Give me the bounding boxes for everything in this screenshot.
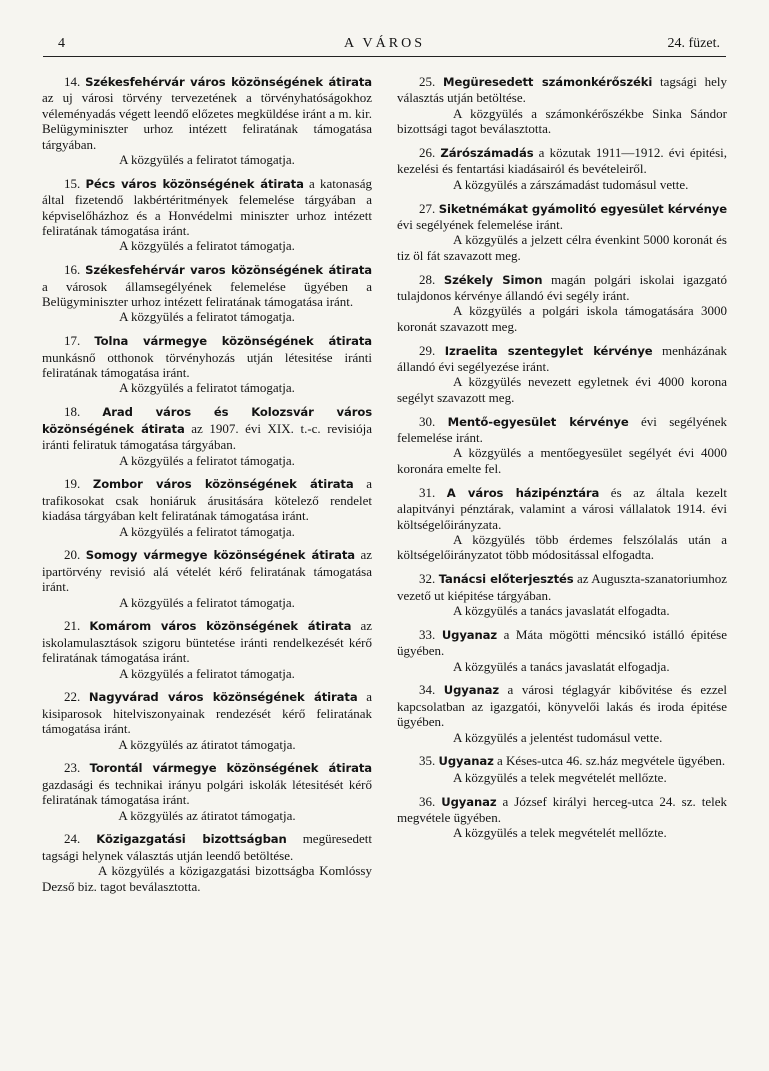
item-subject: Zárószámadás <box>440 146 534 161</box>
item-description: a városok államsegélyének felemelése ügyében a Belügyminiszter urhoz intézett feliratának támogatása iránt. <box>42 278 372 310</box>
item-resolution: A közgyülés a tanács javaslatát elfogadta. <box>453 602 670 618</box>
item-resolution: A közgyülés a feliratot támogatja. <box>119 452 295 468</box>
agenda-item-16 <box>42 262 372 325</box>
item-subject: Ugyanaz <box>441 794 497 809</box>
item-number: 35. <box>419 753 436 769</box>
item-number: 26. <box>419 145 436 161</box>
agenda-item-23 <box>42 760 372 823</box>
agenda-item-15 <box>42 176 372 254</box>
item-resolution: A közgyülés a feliratot támogatja. <box>119 238 295 254</box>
item-description: évi segélyének felemelése iránt. <box>397 413 727 446</box>
item-number: 19. <box>64 476 81 492</box>
item-subject: Közigazgatási bizottságban <box>96 832 287 847</box>
item-subject: Ugyanaz <box>441 627 498 642</box>
item-text <box>42 547 372 594</box>
item-resolution: A közgyülés a telek megvételét mellőzte. <box>453 769 667 785</box>
item-text <box>42 262 372 309</box>
item-number: 25. <box>419 74 436 89</box>
item-description: az ipartörvény revisió alá vételét kérő feliratának támogatása iránt. <box>42 547 372 595</box>
item-number: 24. <box>64 831 81 847</box>
item-number: 17. <box>64 333 81 349</box>
item-resolution: A közgyülés a mentőegyesület segélyét évi 4000 koronára emelte fel. <box>397 445 727 476</box>
item-text <box>397 201 727 233</box>
item-description: magán polgári iskolai igazgató tulajdonos kérvénye állandó évi segély iránt. <box>397 271 727 304</box>
item-resolution: A közgyülés az átiratot támogatja. <box>118 807 296 823</box>
item-subject: Siketnémákat gyámolitó egyesület kérvénye <box>438 201 728 216</box>
page-number: 4 <box>58 36 65 51</box>
item-number: 28. <box>419 271 436 287</box>
item-text <box>42 760 372 807</box>
item-description: az iskolamulasztások szigoru büntetése iránti rendelkezését kérő feliratának támogatása iránt. <box>42 618 373 666</box>
item-resolution: A közgyülés a feliratot támogatja. <box>119 665 295 681</box>
item-subject: Megüresedett számonkérőszéki <box>443 75 653 89</box>
item-number: 16. <box>64 262 81 278</box>
item-resolution: A közgyülés a telek megvételét mellőzte. <box>453 825 667 841</box>
agenda-item-18 <box>42 404 372 468</box>
item-resolution: A közgyülés a zárszámadást tudomásul vette. <box>453 176 689 192</box>
item-text <box>42 618 372 665</box>
item-number: 21. <box>64 618 81 634</box>
item-subject: Izraelita szentegylet kérvénye <box>444 343 653 358</box>
item-description: menházának állandó évi segélyezése iránt. <box>397 342 727 375</box>
agenda-item-14 <box>42 74 372 167</box>
item-description: a Késes-utca 46. sz.ház megvétele ügyében. <box>493 753 726 769</box>
item-resolution: A közgyülés a feliratot támogatja. <box>119 523 295 539</box>
item-description: gazdasági és technikai irányu polgári iskolák létesitését kérő feliratának támogatása iránt. <box>42 776 372 808</box>
item-resolution: A közgyülés a jelentést tudomásul vette. <box>453 729 663 745</box>
agenda-item-26 <box>397 145 727 192</box>
item-subject: Zombor város közönségének átirata <box>92 477 354 492</box>
item-text <box>42 74 372 152</box>
item-number: 31. <box>419 484 436 500</box>
agenda-item-35 <box>397 753 727 785</box>
item-resolution: A közgyülés a feliratot támogatja. <box>119 309 295 325</box>
item-resolution: A közgyülés nevezett egyletnek évi 4000 korona segélyt szavazott meg. <box>397 374 727 405</box>
item-number: 23. <box>64 760 81 776</box>
agenda-item-25 <box>397 74 727 137</box>
item-text <box>42 476 372 523</box>
item-text <box>397 753 727 769</box>
item-resolution: A közgyülés a tanács javaslatát elfogadja. <box>453 658 670 674</box>
item-subject: Mentő-egyesület kérvénye <box>447 414 629 429</box>
item-description: a trafikosokat csak honiáruk árusitására kötelező rendelet kiadása tárgyában kelt feliratának támogatása iránt. <box>42 476 372 524</box>
agenda-item-24 <box>42 831 372 894</box>
item-subject: Pécs város közönségének átirata <box>85 176 304 191</box>
item-subject: Ugyanaz <box>438 754 494 769</box>
agenda-item-27 <box>397 201 727 264</box>
item-text <box>397 571 727 603</box>
item-text <box>42 831 372 863</box>
right-column <box>397 74 727 849</box>
item-subject: Arad város és Kolozsvár város közönségének átirata <box>42 405 373 436</box>
item-description: a közutak 1911—1912. évi épitési, kezelési és fentartási kiadásairól és bevételeiről. <box>397 145 728 177</box>
item-description: és az általa kezelt alapitványi pénztárak, valamint a városi vállalatok 1914. évi költségelőirányzata. <box>397 484 727 532</box>
issue-number: 24. füzet. <box>667 36 720 51</box>
item-description: a katonaság által fizetendő lakbértéritmények felemelése tárgyában a képviselőházhoz és a Honvédelmi miniszter urhoz intézett feliratának támogatása iránt. <box>42 175 372 239</box>
item-resolution: A közgyülés a jelzett célra évenkint 5000 koronát és tiz öl fát szavazott meg. <box>397 232 727 263</box>
item-description: a városi téglagyár kibővitése és ezzel kapcsolatban az igazgatói, könyvelői lakás és iroda épitése ügyében. <box>397 682 728 730</box>
agenda-item-21 <box>42 618 372 681</box>
item-description: megüresedett tagsági helynek választás utján leendő betöltése. <box>42 831 373 863</box>
item-resolution: A közgyülés a feliratot támogatja. <box>119 380 295 396</box>
item-resolution: A közgyülés a közigazgatási bizottságba Komlóssy Dezső biz. tagot beválasztotta. <box>42 863 372 894</box>
agenda-item-17 <box>42 333 372 396</box>
agenda-item-31 <box>397 485 727 563</box>
item-resolution: A közgyülés a számonkérőszékbe Sinka Sándor bizottsági tagot beválasztotta. <box>397 105 727 137</box>
item-text <box>42 404 372 452</box>
item-resolution: A közgyülés az átiratot támogatja. <box>118 736 296 752</box>
item-resolution: A közgyülés a feliratot támogatja. <box>119 594 295 610</box>
item-description: a Máta mögötti méncsikó istálló épitése ügyében. <box>397 626 728 659</box>
item-text <box>397 74 727 106</box>
item-text <box>397 272 727 304</box>
agenda-item-36 <box>397 794 727 841</box>
item-text <box>397 485 727 532</box>
item-resolution: A közgyülés több érdemes felszólalás után a költségelőirányzatot több módositással elfogadta. <box>397 531 727 563</box>
item-subject: Székesfehérvár város közönségének átirata <box>85 75 372 89</box>
item-description: az 1907. évi XIX. t.-c. revisiója iránti feliratuk támogatása tárgyában. <box>42 420 372 453</box>
item-description: évi segélyének felemelése iránt. <box>397 217 564 233</box>
item-number: 18. <box>64 404 81 420</box>
agenda-item-28 <box>397 272 727 335</box>
item-number: 22. <box>64 689 81 705</box>
agenda-item-29 <box>397 343 727 406</box>
item-subject: Székesfehérvár varos közönségének átirata <box>85 263 372 278</box>
item-text <box>42 176 372 239</box>
item-text <box>42 333 372 380</box>
item-subject: Komárom város közönségének átirata <box>89 619 352 634</box>
item-text <box>397 682 727 729</box>
item-text <box>397 145 727 177</box>
item-text <box>397 627 727 659</box>
item-subject: Somogy vármegye közönségének átirata <box>85 548 356 563</box>
item-text <box>397 414 727 446</box>
item-subject: Tanácsi előterjesztés <box>438 572 574 587</box>
item-description: munkásnő otthonok törvényhozás utján létesitése iránti feliratának támogatása iránt. <box>42 349 372 381</box>
item-text <box>397 794 727 826</box>
agenda-item-30 <box>397 414 727 477</box>
item-subject: Ugyanaz <box>443 683 500 698</box>
agenda-item-19 <box>42 476 372 539</box>
item-number: 29. <box>419 342 436 358</box>
item-subject: Torontál vármegye közönségének átirata <box>89 761 372 776</box>
item-subject: Tolna vármegye közönségének átirata <box>94 334 372 349</box>
agenda-item-33 <box>397 627 727 674</box>
item-resolution: A közgyülés a polgári iskola támogatására 3000 koronát szavazott meg. <box>397 303 727 334</box>
item-number: 20. <box>64 547 81 563</box>
page-header <box>43 34 726 57</box>
item-resolution: A közgyülés a feliratot támogatja. <box>119 152 295 168</box>
agenda-item-34 <box>397 682 727 745</box>
item-number: 36. <box>419 793 436 809</box>
item-description: az Auguszta-szanatoriumhoz vezető ut kiépitése tárgyában. <box>397 571 728 603</box>
item-subject: Székely Simon <box>443 272 543 287</box>
item-number: 32. <box>419 571 436 587</box>
item-number: 14. <box>64 74 81 89</box>
item-description: a kisiparosok hitelviszonyainak rendezését kérő feliratának támogatása iránt. <box>42 689 372 737</box>
item-number: 27. <box>419 200 436 216</box>
agenda-item-20 <box>42 547 372 610</box>
item-subject: A város házipénztára <box>446 485 600 500</box>
agenda-item-32 <box>397 571 727 618</box>
item-description: tagsági hely választás utján betöltése. <box>397 74 727 106</box>
item-description: a József királyi herceg-utca 24. sz. telek megvétele ügyében. <box>397 793 728 825</box>
item-description: az uj városi törvény tervezetének a törvényhatóságokhoz véleményadás végett leendő előzetes megküldése iránt a m. kir. Belügyminiszter urhoz intézett feliratának támogatása tárgyában. <box>42 90 372 152</box>
item-text <box>42 689 372 736</box>
item-number: 34. <box>419 682 436 698</box>
item-text <box>397 343 727 375</box>
agenda-item-22 <box>42 689 372 752</box>
left-column <box>42 74 372 902</box>
item-number: 30. <box>419 413 436 429</box>
item-subject: Nagyvárad város közönségének átirata <box>88 690 358 705</box>
journal-title: A VÁROS <box>343 36 426 51</box>
item-number: 15. <box>64 175 81 191</box>
item-number: 33. <box>419 626 436 642</box>
